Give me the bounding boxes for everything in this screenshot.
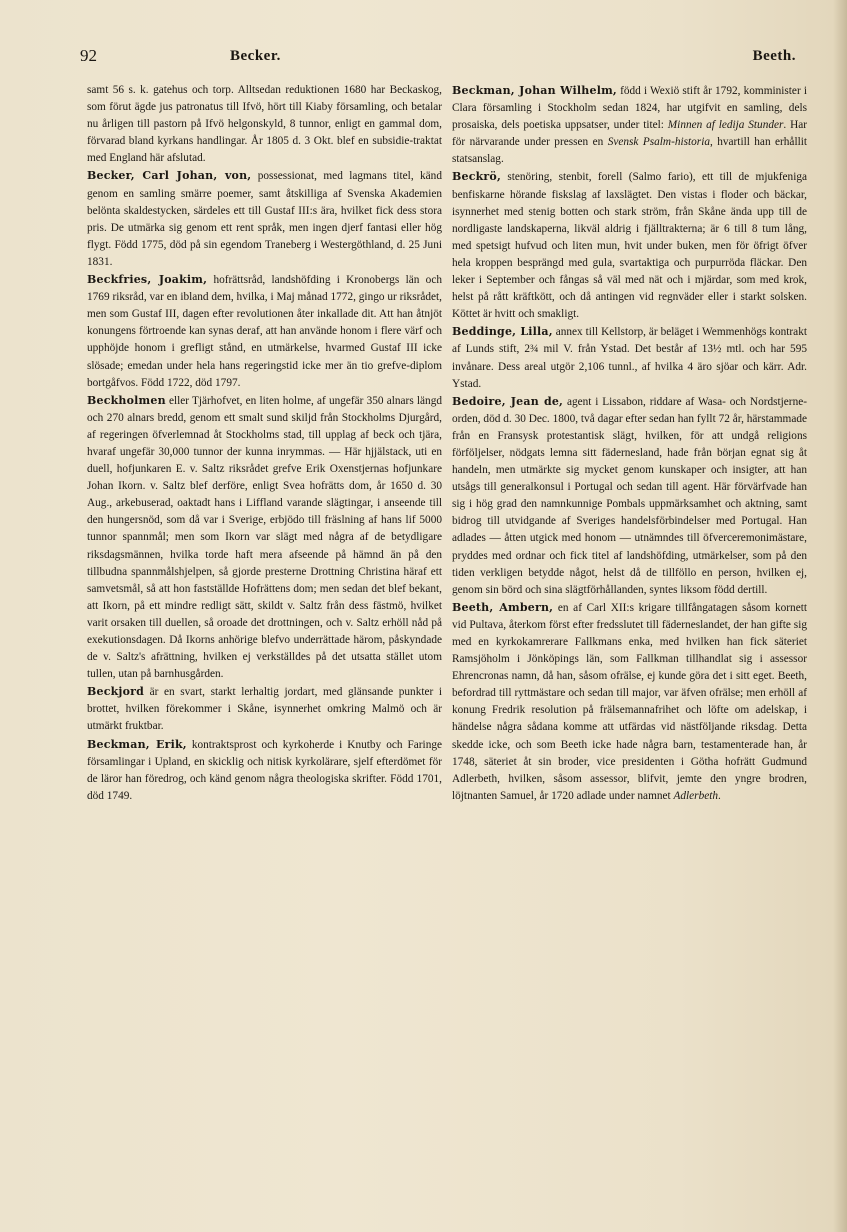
entry-paragraph xyxy=(452,393,807,599)
entry-paragraph xyxy=(452,168,807,323)
entry-text: . xyxy=(718,789,721,802)
entry-text: eller Tjärhofvet, en liten holme, af ungefär 350 alnars längd och 270 alnars bredd, genom ett smalt sund skiljd från Stockholms Djurgård, af regeringen öfverlemnad åt Stockholms stad, till upplag af beck och tjära, hvaraf ungefär 30,000 tunnor der kunna inrymmas. — Här hjjälstack, uti en duell, hofjunkaren E. v. Saltz riksrådet grefve Erik Oxenstjernas hofjunkare Johan Ikorn. v. Saltz blef derföre, enligt Svea hofrätts dom, år 1650 d. 30 Aug., arkebuserad, oaktadt hans i Liffland varande slägtingar, i anseende till den hungersnöd, som då var i Sverige, erbjödo till fräslning af hans lif 5000 tunnor spannmål; men som Ikorn var slägt med några af de betydligare riksdagsmännen, hvilka torde haft mera afseende på hämnd än på den tillbudna spannmålshjelpen, så gjorde presterne Drottning Christina häraf ett samvetsmål, så att hon fastställde Hofrättens dom; men sedan det blef bekant, att Ikorn, på ett mindre redligt sätt, skildt v. Saltz från dess fästmö, hvilket varit orsaken till duellen, så oroade det drottningen, och v. Saltz erhöll nåd på exekutionsdagen. Då Ikorns anhörige blefvo underrättade härom, påskyndade de v. Saltz's afrättning, hvilken ej verkställdes på det utsatta stället utom tullen, utan på barnhusgården. xyxy=(87,394,442,681)
entry-paragraph xyxy=(452,599,807,805)
entry-headword: Becker, Carl Johan, von, xyxy=(87,169,252,183)
right-running-head: Beeth. xyxy=(752,48,796,64)
entry-paragraph xyxy=(87,736,442,805)
entry-text: kontraktsprost och kyrkoherde i Knutby och Faringe församlingar i Upland, en skicklig och nitisk kyrkolärare, sjelf efterdömet för de läror han föredrog, och känd genom några theologiska skrifter. Född 1701, död 1749. xyxy=(87,738,442,802)
entry-text: , hvartill han erhållit statsanslag. xyxy=(452,136,807,166)
entry-headword: Beckjord xyxy=(87,685,145,699)
entry-headword: Beckman, Johan Wilhelm, xyxy=(452,84,617,97)
entry-headword: Beeth, Ambern, xyxy=(452,600,554,614)
left-running-head: Becker. xyxy=(230,48,281,64)
entry-headword: Beckholmen xyxy=(87,393,166,407)
page-edge-shadow xyxy=(833,0,847,1232)
entry-paragraph xyxy=(87,82,442,167)
entry-paragraph xyxy=(452,323,807,392)
entry-paragraph xyxy=(452,82,807,168)
entry-italic-title: Adlerbeth xyxy=(673,789,719,802)
entry-text: . Har för närvarande under pressen en xyxy=(452,119,808,149)
entry-italic-title: Svensk Psalm-historia xyxy=(607,136,710,149)
entry-headword: Beckrö, xyxy=(452,170,501,184)
entry-paragraph xyxy=(87,683,442,735)
entry-text: hofrättsråd, landshöfding i Kronobergs län och 1769 riksråd, var en ibland dem, hvilka, i Maj månad 1772, gingo ur riksrådet, men som Gustaf III, dagen efter revolutionen åter inkallade dit. Att han åtnjöt konungens förtroende kan synas deraf, att han använde honom i flere värf och upphöjde honom i grefligt stånd, en utmärkelse, hvarmed Gustaf III icke slösade; emedan under hela hans regeringstid icke mer än tio grefve-diplom bortgåfvos. Född 1722, död 1797. xyxy=(87,274,442,389)
right-column xyxy=(452,82,807,805)
entry-italic-title: Minnen af ledija Stunder xyxy=(667,119,784,132)
entry-text: annex till Kellstorp, är beläget i Wemmenhögs kontrakt af Lunds stift, 2¾ mil V. från Ystad. Det består af 13½ mtl. och har 595 invånare. Dess areal utgör 2,106 tunnl., af hvilka 4 äro sjöar och kärr. Adr. Ystad. xyxy=(452,326,807,390)
entry-text: agent i Lissabon, riddare af Wasa- och Nordstjerne-orden, död d. 30 Dec. 1800, två dagar efter sedan han fyllt 72 år, härstammade från en Fransysk protestantisk slägt, hvilken, för att undgå religions förföljelser, nödgats lemna sitt fädernesland, hade från början egnat sig åt handeln, men utmärkte sig mycket genom kunskaper och insigter, att han utsågs till generalkonsul i Portugal och sedan till agent. Här förvärfvade han sig i hög grad den namnkunnige Pombals uppmärksamhet och aktning, samt bidrog till utvidgande af Sveriges handelsförbindelser med Portugal. Han adlades — åtten utgick med honom — utnämndes till öfverceremonimästare, pryddes med ordnar och fick titel af landshöfding, utmärkelser, som på den tiden verkligen betydde något, helst då de tillföllo en person, hvilken ej, genom sin börd och sina slägtförhållanden, syntes liksom född dertill. xyxy=(452,395,807,596)
left-column xyxy=(87,82,442,805)
entry-text: possessionat, med lagmans titel, känd genom en samling smärre poemer, samt åtskilliga af Svenska Akademien belönta skaldestycken, särdeles ett till Gustaf III:s ära, hvilket fick dess stora pris. De utmärka sig genom ett rent språk, men ingen djerf fantasi eller hög flygt. Född 1775, död på sin egendom Traneberg i Westergöthland, d. 25 Juni 1831. xyxy=(87,170,442,268)
entry-headword: Beckman, Erik, xyxy=(87,737,187,751)
entry-headword: Beckfries, Joakim, xyxy=(87,273,208,287)
entry-headword: Beddinge, Lilla, xyxy=(452,325,553,339)
entry-text: en af Carl XII:s krigare tillfångatagen såsom kornett vid Pultava, återkom först efter fredsslutet till fäderneslandet, der han gifte sig med en kyrkokamrerare Fallkmans enka, med hvilken han fick säteriet Ramsjöholm i Jönköpings län, som Fallkman tillhandlat sig i assessor Ehrencronas namn, då han, såsom ofrälse, ej kunde göra det i sitt eget. Beeth, befordrad till ryttmästare och sedan till major, var äfven ofrälse; men erhöll af konung Fredrik resolution på frälsemannafrihet och löfte om adelskap, i händelse några sådana komme att utfärdas vid nästföljande riksdag. Detta skedde icke, och som Beeth icke hade några barn, testamenterade han, år 1748, säteriet åt sin broder, vice presidenten i Götha hofrätt Gudmund Adlerbeth, hvilken, såsom assessor, blifvit, jemte den yngre brodren, löjtnanten Samuel, år 1720 adlade under namnet xyxy=(452,601,807,802)
entry-text: född i Wexiö stift år 1792, komminister i Clara församling i Stockholm sedan 1824, har utgifvit en samling, dels prosaiska, dels poetiska uppsatser, under titel: xyxy=(452,85,807,132)
page-number: 92 xyxy=(80,46,97,65)
entry-text: samt 56 s. k. gatehus och torp. Alltsedan reduktionen 1680 har Beckaskog, som förut ägde jus patronatus till Ifvö, hört till Kiaby församling, och betalar nu årligen till pastorn på Ifvö helgonskyld, 8 tunnor, enligt en gammal dom, förvarad bland kyrkans handlingar. År 1805 d. 3 Okt. blef en subsidie-traktat med England här afslutad. xyxy=(87,84,442,165)
entry-text: är en svart, starkt lerhaltig jordart, med glänsande punkter i brottet, hvilken förekommer i Skåne, isynnerhet omkring Malmö och är utmärkt fruktbar. xyxy=(87,686,442,733)
entry-headword: Bedoire, Jean de, xyxy=(452,394,564,408)
entry-paragraph xyxy=(87,392,442,684)
page-header xyxy=(80,46,796,76)
entry-paragraph xyxy=(87,271,442,392)
entry-text: stenöring, stenbit, forell (Salmo fario), ett till de mjukfeniga benfiskarne hörande fiskslag af laxslägtet. Den vistas i floder och bäckar, isynnerhet med stenig botten och stark ström, från Skåne ända upp till de nordligaste landskaperna, likväl aldrig i fjälltrakterna; är 6 till 8 tum lång, med spetsigt hufvud och liten mun, hvit under buken, men för öfrigt öfver hela kroppen besprängd med gula, svartaktiga och purpurröda fläckar. Den leker i September och fångas så väl med nät och i mjärdar, som med krok, helst på rått kräftkött, och då antingen vid regnväder eller i starkt solsken. Köttet är hvitt och smakligt. xyxy=(452,171,807,321)
entry-paragraph xyxy=(87,167,442,271)
